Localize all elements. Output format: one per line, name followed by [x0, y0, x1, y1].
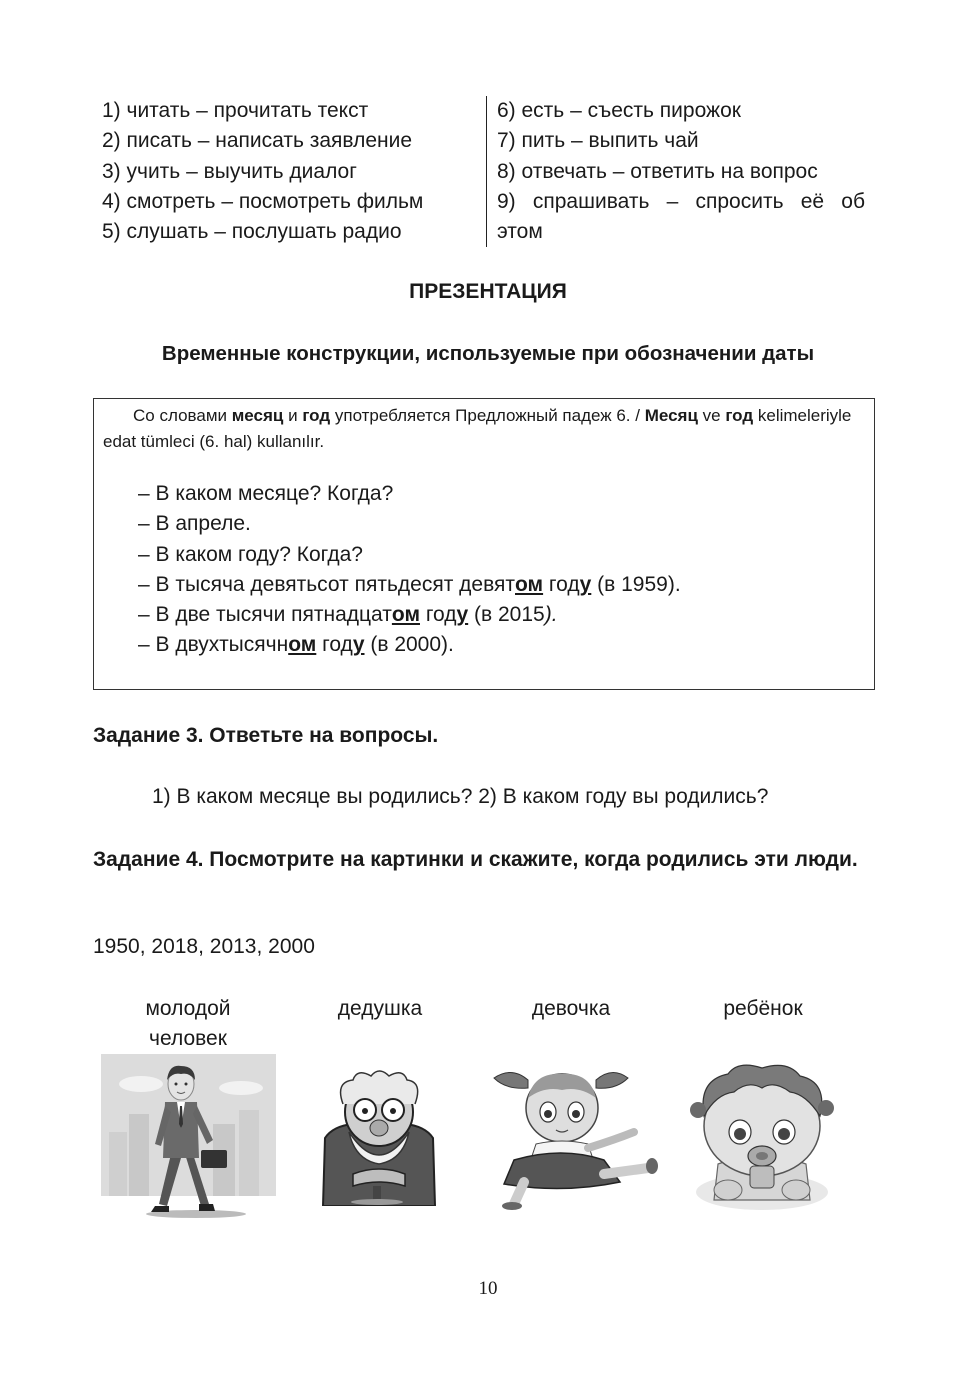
- caption-baby: ребёнок: [723, 997, 803, 1020]
- task-4-heading: Задание 4. Посмотрите на картинки и скажите, когда родились эти люди.: [93, 848, 858, 871]
- list-item: 1) читать – прочитать текст: [102, 99, 369, 122]
- list-item: 5) слушать – послушать радио: [102, 220, 402, 244]
- task-3-questions: 1) В каком месяце вы родились? 2) В каком году вы родились?: [152, 785, 769, 808]
- rule-examples: [138, 479, 681, 661]
- baby-icon: [678, 1060, 846, 1212]
- example-line: – В апреле.: [138, 512, 251, 536]
- young-man-icon: [101, 1054, 276, 1220]
- page-number: 10: [478, 1278, 498, 1299]
- section-title: Временные конструкции, используемые при обозначении даты: [161, 342, 815, 365]
- list-item: 6) есть – съесть пирожок: [497, 99, 741, 122]
- list-item: этом: [497, 220, 543, 244]
- list-item: 3) учить – выучить диалог: [102, 159, 357, 183]
- example-line: – В каком году? Когда?: [138, 542, 363, 566]
- list-item: 7) пить – выпить чай: [497, 129, 699, 153]
- task-3-heading: Задание 3. Ответьте на вопросы.: [93, 724, 439, 747]
- grandfather-icon: [313, 1068, 445, 1206]
- list-item: 9) спрашивать – спросить её об: [497, 189, 865, 213]
- list-item: 8) отвечать – ответить на вопрос: [497, 159, 818, 183]
- years-list: 1950, 2018, 2013, 2000: [93, 935, 315, 958]
- verb-list-left: [102, 96, 484, 247]
- list-item: 2) писать – написать заявление: [102, 129, 413, 153]
- example-line: – В двухтысячном году (в 2000).: [138, 633, 454, 657]
- example-line: – В тысяча девятьсот пятьдесят девятом году (в 1959).: [138, 572, 681, 596]
- rule-box: [93, 398, 875, 690]
- caption-young-man: молодой человек: [145, 997, 231, 1050]
- verb-list-right: [486, 96, 865, 247]
- example-line: – В две тысячи пятнадцатом году (в 2015).: [138, 603, 558, 627]
- example-line: – В каком месяце? Когда?: [138, 482, 394, 505]
- girl-icon: [484, 1062, 660, 1212]
- presentation-title: ПРЕЗЕНТАЦИЯ: [409, 280, 567, 303]
- rule-note: Со словами месяц и год употребляется Предложный падеж 6. / Месяц ve год kelimeleriyle edat tümleci (6. hal) kullanılır.: [103, 406, 852, 451]
- caption-girl: девочка: [531, 997, 611, 1020]
- list-item: 4) смотреть – посмотреть фильм: [102, 189, 424, 213]
- caption-grandfather: дедушка: [337, 997, 423, 1020]
